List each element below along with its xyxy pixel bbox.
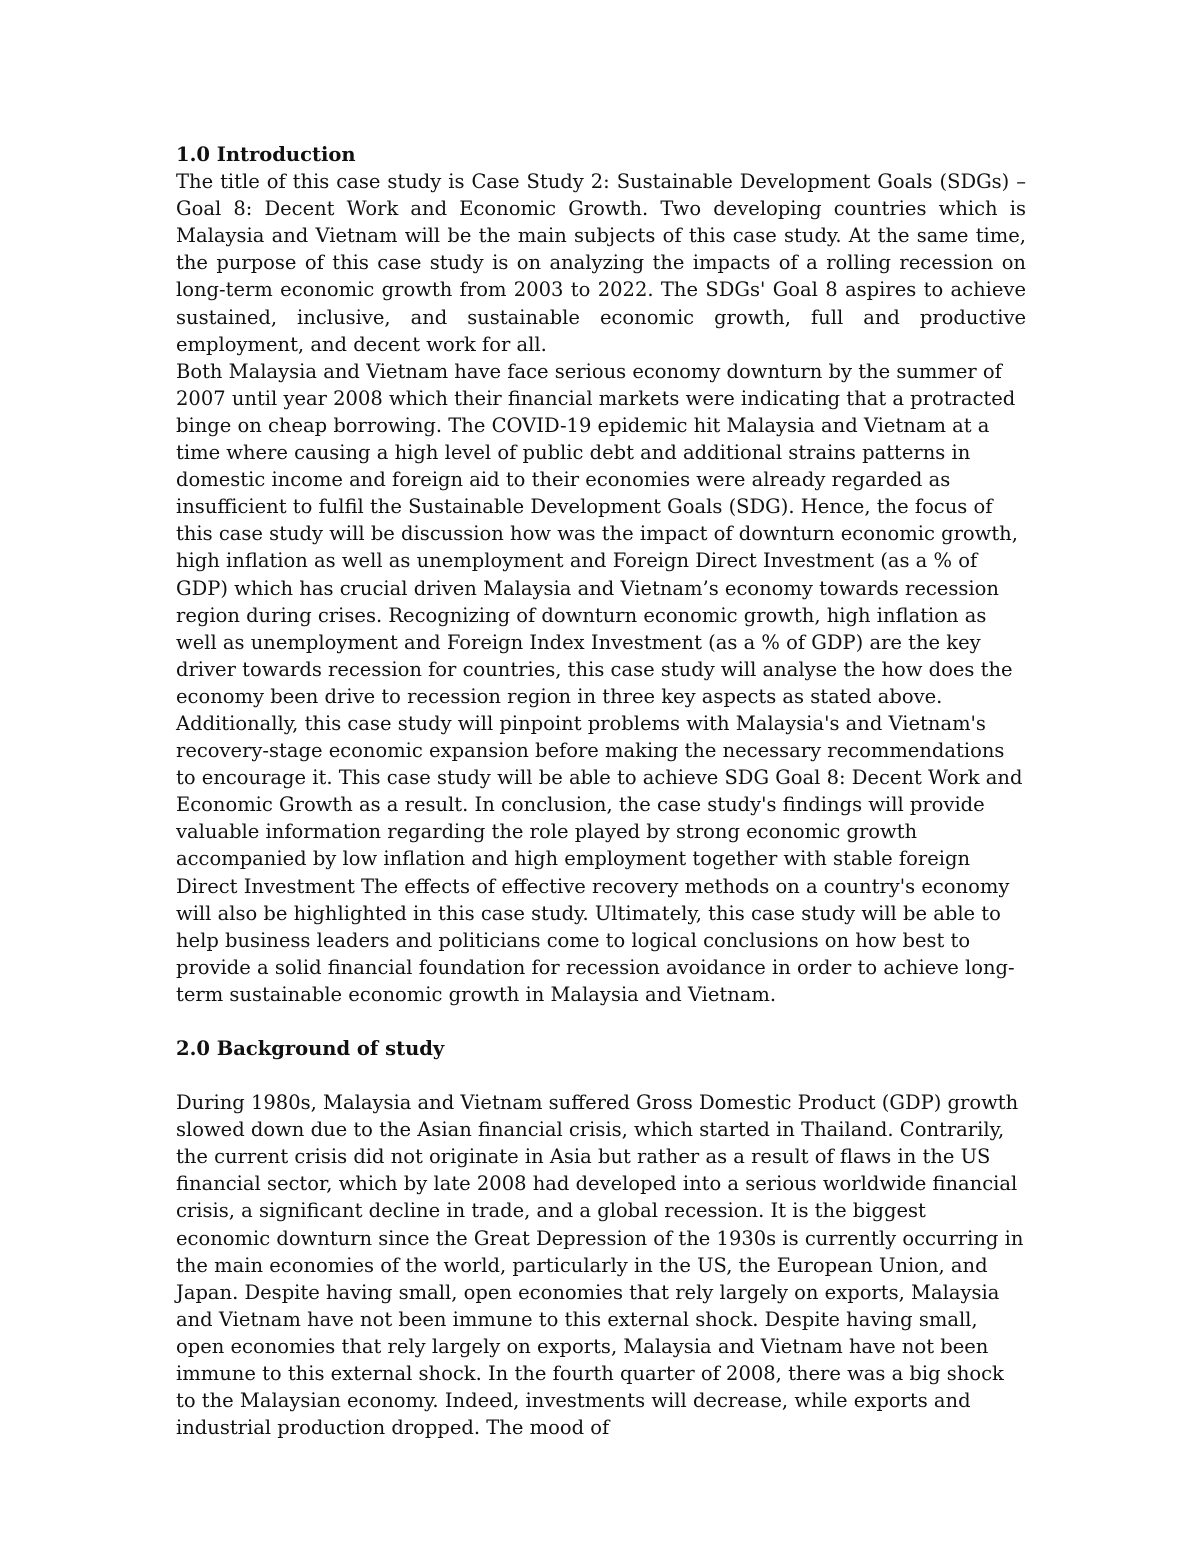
introduction-paragraph-1: The title of this case study is Case Study 2: Sustainable Development Goals (SDGs) – Goal 8: Decent Work and Economic Growth. Two developing countries which is Malaysia and Vietnam will be the main subjects of this case study. At the same time, the purpose of this case study is on analyzing the impacts of a rolling recession on long-term economic growth from 2003 to 2022. The SDGs' Goal 8 aspires to achieve sustained, inclusive, and sustainable economic growth, full and productive employment, and decent work for all. <box>176 170 1026 356</box>
section-heading-introduction: 1.0 Introduction <box>176 143 356 166</box>
introduction-paragraph-2: Both Malaysia and Vietnam have face serious economy downturn by the summer of 2007 until year 2008 which their financial markets were indicating that a protracted binge on cheap borrowing. The COVID-19 epidemic hit Malaysia and Vietnam at a time where causing a high level of public debt and additional strains patterns in domestic income and foreign aid to their economies were already regarded as insufficient to fulfil the Sustainable Development Goals (SDG). Hence, the focus of this case study will be discussion how was the impact of downturn economic growth, high inflation as well as unemployment and Foreign Direct Investment (as a % of GDP) which has crucial driven Malaysia and Vietnam’s economy towards recession region during crises. Recognizing of downturn economic growth, high inflation as well as unemployment and Foreign Index Investment (as a % of GDP) are the key driver towards recession for countries, this case study will analyse the how does the economy been drive to recession region in three key aspects as stated above. Additionally, this case study will pinpoint problems with Malaysia's and Vietnam's recovery-stage economic expansion before making the necessary recommendations to encourage it. This case study will be able to achieve SDG Goal 8: Decent Work and Economic Growth as a result. In conclusion, the case study's findings will provide valuable information regarding the role played by strong economic growth accompanied by low inflation and high employment together with stable foreign Direct Investment The effects of effective recovery methods on a country's economy will also be highlighted in this case study. Ultimately, this case study will be able to help business leaders and politicians come to logical conclusions on how best to provide a solid financial foundation for recession avoidance in order to achieve long-term sustainable economic growth in Malaysia and Vietnam. <box>176 359 1023 1006</box>
section-heading-background: 2.0 Background of study <box>176 1037 445 1060</box>
spacer <box>176 1062 1026 1089</box>
document-body <box>176 141 1026 1441</box>
background-paragraph-1: During 1980s, Malaysia and Vietnam suffered Gross Domestic Product (GDP) growth slowed down due to the Asian financial crisis, which started in Thailand. Contrarily, the current crisis did not originate in Asia but rather as a result of flaws in the US financial sector, which by late 2008 had developed into a serious worldwide financial crisis, a significant decline in trade, and a global recession. It is the biggest economic downturn since the Great Depression of the 1930s is currently occurring in the main economies of the world, particularly in the US, the European Union, and Japan. Despite having small, open economies that rely largely on exports, Malaysia and Vietnam have not been immune to this external shock. Despite having small, open economies that rely largely on exports, Malaysia and Vietnam have not been immune to this external shock. In the fourth quarter of 2008, there was a big shock to the Malaysian economy. Indeed, investments will decrease, while exports and industrial production dropped. The mood of <box>176 1091 1024 1440</box>
spacer <box>176 1008 1026 1035</box>
